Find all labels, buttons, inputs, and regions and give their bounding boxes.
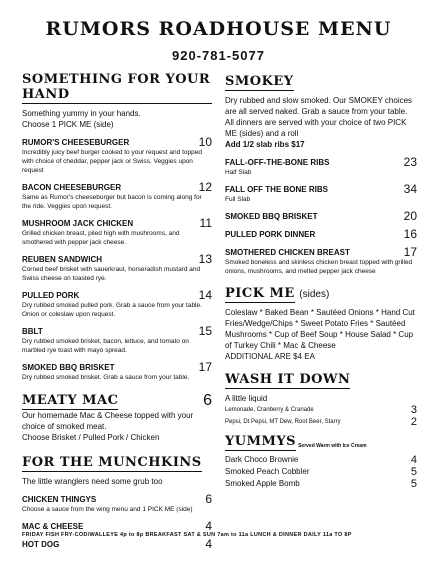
menu-item-price: 4: [205, 537, 212, 551]
menu-item-price: 34: [403, 182, 417, 196]
menu-item: [225, 156, 417, 177]
menu-item-price: 17: [198, 360, 212, 374]
mac-price: 6: [203, 392, 212, 409]
section-title-smokey: SMOKEY: [225, 74, 294, 89]
list-row-price: 4: [410, 454, 417, 466]
list-row: [225, 404, 417, 416]
section-title-pickme: PICK ME: [225, 286, 295, 301]
kids-intro: The little wranglers need some grub too: [22, 477, 163, 486]
menu-item-desc: Full Slab: [225, 196, 251, 203]
pickme-additional: ADDITIONAL ARE $4 EA: [225, 352, 315, 361]
wash-intro: A little liquid: [225, 394, 268, 403]
menu-item-name: RUMOR'S CHEESEBURGER: [22, 138, 130, 147]
mac-header: [22, 392, 212, 410]
menu-item-desc: Dry rubbed smoked pulled pork. Grab a sauce from your table. Onion or coleslaw upon request.: [22, 302, 202, 318]
menu-item-name: SMOKED BBQ BRISKET: [22, 363, 115, 372]
menu-item-price: 12: [198, 180, 212, 194]
list-row: [225, 466, 417, 478]
menu-item: [225, 228, 417, 240]
menu-item: [22, 361, 212, 382]
list-row-price: 2: [410, 416, 417, 428]
menu-item-header: [225, 246, 417, 258]
menu-item-header: [225, 183, 417, 195]
menu-item-header: [22, 493, 212, 505]
menu-item: [22, 136, 212, 175]
menu-item: [22, 538, 212, 550]
list-row-name: Smoked Peach Cobbler: [225, 467, 310, 476]
menu-item: [225, 183, 417, 204]
menu-item-desc: Dry rubbed smoked brisket, bacon, lettuce, and tomato on marbled rye toast with mayo spread.: [22, 338, 189, 354]
menu-item-price: 16: [403, 227, 417, 241]
menu-item-price: 20: [403, 209, 417, 223]
menu-item: [22, 253, 212, 283]
menu-item-desc: Same as Rumor's cheeseburger but bacon is coming along for the ride. Veggies upon request.: [22, 194, 202, 210]
menu-item-name: HOT DOG: [22, 540, 60, 549]
menu-item-name: REUBEN SANDWICH: [22, 255, 102, 264]
section-title-kids: FOR THE MUNCHKINS: [22, 455, 202, 470]
hand-intro-1: Something yummy in your hands.: [22, 109, 141, 118]
phone-number: 920-781-5077: [172, 48, 265, 63]
menu-item: [22, 289, 212, 319]
menu-item-price: 10: [198, 135, 212, 149]
menu-item-name: BACON CHEESEBURGER: [22, 183, 122, 192]
menu-item-header: [22, 361, 212, 373]
yummys-header: [225, 434, 417, 451]
menu-item-header: [22, 538, 212, 550]
menu-item: [22, 217, 212, 247]
menu-item-name: CHICKEN THINGYS: [22, 495, 97, 504]
menu-item-header: [225, 228, 417, 240]
mac-desc-2: Choose Brisket / Pulled Pork / Chicken: [22, 433, 160, 442]
menu-item-header: [22, 253, 212, 265]
pickme-subtitle: (sides): [299, 289, 330, 300]
menu-item-price: 13: [198, 252, 212, 266]
menu-item-name: SMOTHERED CHICKEN BREAST: [225, 248, 350, 257]
section-title-mac: MEATY MAC: [22, 393, 119, 408]
right-column: [225, 72, 417, 490]
menu-item-desc: Incredibly juicy beef burger cooked to your request and topped with choice of cheddar, pepper jack or Swiss. Veggies upon request: [22, 149, 202, 174]
menu-item-header: [225, 156, 417, 168]
list-row-name: Dark Choco Brownie: [225, 455, 299, 464]
menu-item-name: FALL-OFF-THE-BONE RIBS: [225, 158, 330, 167]
list-row-price: 5: [410, 478, 417, 490]
list-row-name: Smoked Apple Bomb: [225, 479, 300, 488]
menu-item: [225, 246, 417, 276]
section-title-wash: WASH IT DOWN: [225, 372, 351, 387]
menu-item-name: SMOKED BBQ BRISKET: [225, 212, 318, 221]
menu-item-header: [22, 136, 212, 148]
list-row: [225, 454, 417, 466]
menu-item-price: 11: [199, 216, 212, 230]
menu-item-desc: Choose a sauce from the wing menu and 1 PICK ME (side): [22, 506, 193, 513]
menu-item-name: PULLED PORK DINNER: [225, 230, 316, 239]
list-row-name: Lemonade, Cranberry & Cranade: [225, 407, 314, 413]
menu-item-price: 4: [205, 519, 212, 533]
yummys-subtitle: Served Warm with Ice Cream: [298, 443, 367, 449]
menu-item-header: [22, 520, 212, 532]
menu-item-price: 14: [198, 288, 212, 302]
menu-item-desc: Dry rubbed smoked brisket. Grab a sauce from your table.: [22, 374, 190, 381]
hand-intro-2: Choose 1 PICK ME (side): [22, 120, 114, 129]
pickme-list: Coleslaw * Baked Bean * Sautéed Onions * Hand Cut Fries/Wedge/Chips * Sweet Potato Fries * Sautéed Mushrooms * Cup of Beef Soup * House Salad * Cup of Turkey Chili * Mac & Cheese: [225, 308, 415, 350]
menu-item-header: [22, 217, 212, 229]
smokey-intro: Dry rubbed and slow smoked. Our SMOKEY choices are all served naked. Grab a sauce from your table. All dinners are served with your choice of two PICK ME (sides) and a roll: [225, 96, 413, 138]
menu-item: [225, 210, 417, 222]
menu-item-header: [225, 210, 417, 222]
menu-item: [22, 181, 212, 211]
list-row-price: 3: [410, 404, 417, 416]
menu-item-desc: Smoked boneless and skinless chicken breast topped with grilled onions, mushrooms, and melted pepper jack cheese: [225, 259, 413, 275]
menu-item-name: FALL OFF THE BONE RIBS: [225, 185, 328, 194]
menu-item-price: 17: [403, 245, 417, 259]
menu-item: [22, 493, 212, 514]
menu-item-header: [22, 325, 212, 337]
section-title-yummys: YUMMYS: [225, 434, 297, 449]
list-row: [225, 416, 417, 428]
pickme-header: [225, 284, 417, 307]
menu-item-name: PULLED PORK: [22, 291, 80, 300]
list-row-name: Pepsi, Dt Pepsi, MT Dew, Root Beer, Starry: [225, 419, 341, 425]
menu-item-header: [22, 181, 212, 193]
menu-item-desc: Corned beef brisket with sauerkraut, horseradish mustard and Swiss cheese on toasted rye.: [22, 266, 201, 282]
menu-title: RUMORS ROADHOUSE MENU: [45, 18, 392, 40]
left-column: [22, 72, 212, 550]
list-row-price: 5: [410, 466, 417, 478]
menu-item-price: 6: [205, 492, 212, 506]
section-title-hand: SOMETHING FOR YOUR HAND: [22, 72, 211, 102]
menu-item-name: BBLT: [22, 327, 43, 336]
smokey-addon: Add 1/2 slab ribs $17: [225, 140, 305, 149]
list-row: [225, 478, 417, 490]
menu-item-name: MAC & CHEESE: [22, 522, 84, 531]
menu-item: [22, 325, 212, 355]
menu-item-header: [22, 289, 212, 301]
menu-item-price: 15: [198, 324, 212, 338]
menu-item-desc: Half Slab: [225, 169, 252, 176]
menu-item: [22, 520, 212, 532]
menu-item-price: 23: [403, 155, 417, 169]
menu-item-desc: Grilled chicken breast, piled high with mushrooms, and smothered with pepper jack cheese.: [22, 230, 180, 246]
footer-hours: FRIDAY FISH FRY-COD/WALLEYE 4p to 8p BREAKFAST SAT & SUN 7am to 11a LUNCH & DINNER DAILY 11a TO 8P: [22, 532, 352, 538]
menu-item-name: MUSHROOM JACK CHICKEN: [22, 219, 134, 228]
mac-desc-1: Our homemade Mac & Cheese topped with your choice of smoked meat.: [22, 411, 194, 431]
